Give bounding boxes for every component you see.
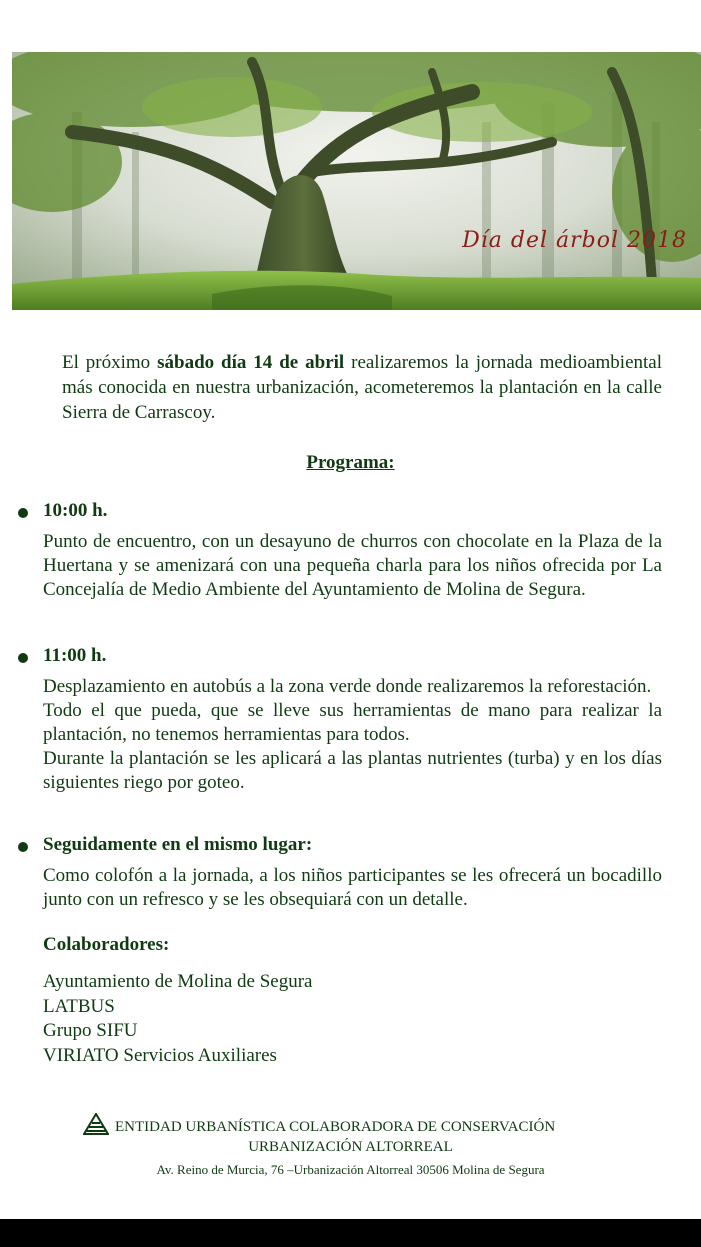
tree-illustration xyxy=(12,52,701,310)
collaborators-list xyxy=(43,970,312,1068)
program-item-time: Seguidamente en el mismo lugar: xyxy=(43,834,313,855)
program-paragraph: Todo el que pueda, que se lleve sus herramientas de mano para realizar la plantación, no tenemos herramientas para todos. xyxy=(43,700,662,745)
list-item: VIRIATO Servicios Auxiliares xyxy=(43,1044,277,1066)
intro-paragraph xyxy=(62,350,662,425)
footer-urbanization: URBANIZACIÓN ALTORREAL xyxy=(248,1139,453,1155)
program-paragraph: Como colofón a la jornada, a los niños participantes se les ofrecerá un bocadillo junto con un refresco y se les obsequiará con un detalle. xyxy=(43,865,662,910)
footer-entity-name: ENTIDAD URBANÍSTICA COLABORADORA DE CONSERVACIÓN xyxy=(115,1119,556,1135)
program-item-time: 11:00 h. xyxy=(43,645,107,666)
program-paragraph: Durante la plantación se les aplicará a las plantas nutrientes (turba) y en los días siguientes riego por goteo. xyxy=(43,748,662,793)
program-item-body xyxy=(43,530,662,602)
altorreal-logo-icon xyxy=(83,1113,109,1135)
footer-address: Av. Reino de Murcia, 76 –Urbanización Altorreal 30506 Molina de Segura xyxy=(156,1162,545,1177)
list-item: Grupo SIFU xyxy=(43,1020,138,1041)
banner-title: Día del árbol 2018 xyxy=(462,228,687,253)
collaborators-title: Colaboradores: xyxy=(43,934,170,955)
program-item-time: 10:00 h. xyxy=(43,500,108,521)
program-item-body xyxy=(43,864,662,912)
program-item-body xyxy=(43,675,662,795)
intro-date: sábado día 14 de abril xyxy=(157,352,345,373)
program-paragraph: Desplazamiento en autobús a la zona verde donde realizaremos la reforestación. xyxy=(43,676,652,697)
bullet-icon xyxy=(18,508,28,518)
intro-text-post: realizaremos la jornada medioambiental más conocida en nuestra urbanización, acometeremos la plantación en la calle Sierra de Carrascoy. xyxy=(62,352,662,423)
list-item: Ayuntamiento de Molina de Segura xyxy=(43,971,313,992)
bottom-bar xyxy=(0,1219,701,1247)
bullet-icon xyxy=(18,842,28,852)
program-paragraph: Punto de encuentro, con un desayuno de churros con chocolate en la Plaza de la Huertana y se amenizará con una pequeña charla para los niños ofrecida por La Concejalía de Medio Ambiente del Ayuntamiento de Molina de Segura. xyxy=(43,531,662,600)
bullet-icon xyxy=(18,653,28,663)
intro-text-pre: El próximo xyxy=(62,352,158,373)
program-heading: Programa: xyxy=(306,452,395,473)
list-item: LATBUS xyxy=(43,995,115,1017)
banner-image xyxy=(12,52,701,310)
